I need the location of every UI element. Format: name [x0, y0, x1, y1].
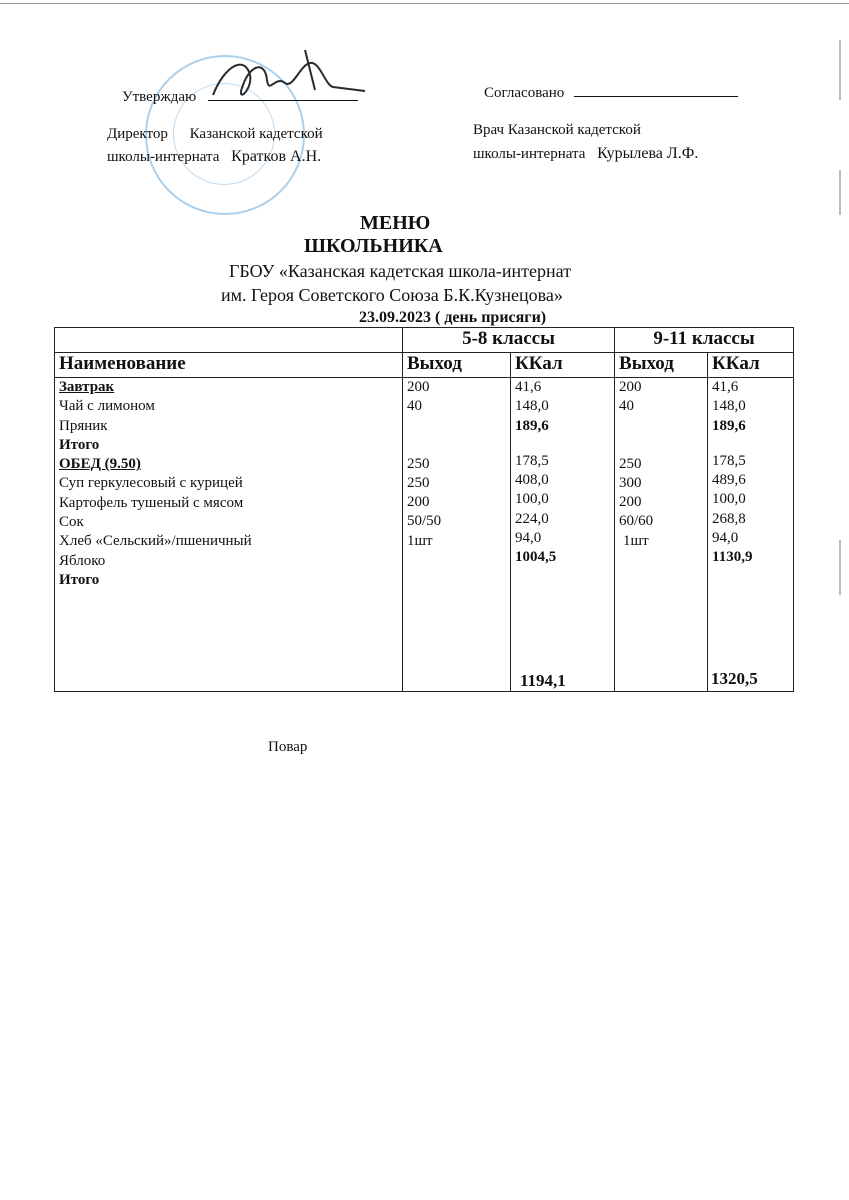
day-total-5-8: 1194,1 — [520, 670, 566, 690]
director-label: Директор — [107, 126, 168, 142]
scan-edge-mark — [839, 170, 841, 215]
director-name: Кратков А.Н. — [231, 148, 322, 165]
dish-name: Суп геркулесовый с курицей — [59, 475, 243, 492]
agree-label: Согласовано — [484, 85, 565, 101]
kcal-value: 41,6 — [515, 379, 542, 395]
kcal-value: 408,0 — [515, 472, 549, 489]
class-group-header-row — [55, 328, 794, 353]
lunch-label: ОБЕД (9.50) — [59, 456, 141, 473]
col-header-kcal-5-8: ККал — [511, 353, 615, 378]
group-header-9-11: 9-11 классы — [615, 328, 794, 353]
output-value: 200 — [407, 494, 430, 511]
output-value: 300 — [619, 474, 642, 491]
col-header-output-9-11: Выход — [615, 353, 708, 378]
scan-edge-mark — [839, 40, 841, 100]
output-value: 40 — [619, 398, 635, 415]
agree-line — [484, 85, 738, 102]
output-value: 200 — [619, 379, 642, 395]
kcal-5-8-cell — [511, 378, 615, 692]
director-name-line — [107, 148, 321, 166]
kcal-value: 41,6 — [712, 379, 739, 395]
kcal-value: 268,8 — [712, 510, 746, 527]
kcal-value: 148,0 — [515, 398, 549, 415]
col-header-kcal-9-11: ККал — [708, 353, 794, 378]
breakfast-label: Завтрак — [59, 379, 115, 395]
doctor-org-line2: школы-интерната — [473, 146, 586, 162]
kcal-value: 224,0 — [515, 510, 549, 527]
output-value: 40 — [407, 398, 422, 415]
kcal-value: 489,6 — [712, 472, 746, 489]
menu-date: 23.09.2023 ( день присяги) — [359, 309, 547, 326]
output-value: 200 — [619, 494, 642, 511]
dish-name: Яблоко — [59, 552, 106, 569]
output-value: 200 — [407, 379, 430, 395]
breakfast-total-9-11: 189,6 — [712, 417, 746, 434]
doctor-name: Курылева Л.Ф. — [597, 145, 699, 162]
scan-edge-mark — [839, 540, 841, 595]
kcal-value: 178,5 — [712, 452, 746, 469]
kcal-9-11-cell — [708, 378, 794, 692]
cook-label: Повар — [268, 739, 308, 755]
output-5-8-cell — [403, 378, 511, 692]
group-header-5-8: 5-8 классы — [403, 328, 615, 353]
column-header-row — [55, 353, 794, 378]
dish-name: Пряник — [59, 417, 108, 434]
col-header-name: Наименование — [55, 353, 403, 378]
kcal-value: 178,5 — [515, 452, 549, 469]
doctor-name-line — [473, 145, 698, 163]
output-value: 60/60 — [619, 513, 654, 530]
kcal-value: 100,0 — [515, 491, 549, 508]
lunch-total-5-8: 1004,5 — [515, 549, 557, 566]
dish-name: Картофель тушеный с мясом — [59, 494, 244, 511]
dish-names-cell — [55, 378, 403, 692]
menu-title: МЕНЮ — [360, 212, 431, 234]
menu-table — [54, 327, 794, 692]
breakfast-total-5-8: 189,6 — [515, 417, 549, 434]
approve-signature-line — [208, 100, 358, 101]
approve-label: Утверждаю — [122, 89, 197, 105]
empty-header-cell — [55, 328, 403, 353]
output-value: 250 — [407, 455, 430, 472]
lunch-total-label: Итого — [59, 571, 100, 588]
output-9-11-cell — [615, 378, 708, 692]
day-total-9-11: 1320,5 — [711, 668, 758, 688]
dish-name: Сок — [59, 514, 84, 531]
menu-subtitle: ШКОЛЬНИКА — [304, 235, 443, 257]
col-header-output-5-8: Выход — [403, 353, 511, 378]
dish-name: Хлеб «Сельский»/пшеничный — [59, 533, 252, 550]
approve-line — [122, 89, 358, 106]
lunch-total-9-11: 1130,9 — [712, 549, 753, 566]
output-value: 250 — [407, 474, 430, 491]
dish-name: Чай с лимоном — [59, 398, 155, 415]
doctor-org-line: Врач Казанской кадетской — [473, 122, 641, 138]
output-value: 1шт — [623, 532, 649, 549]
output-value: 250 — [619, 455, 642, 472]
output-value: 1шт — [407, 532, 433, 549]
kcal-value: 94,0 — [712, 530, 739, 547]
output-value: 50/50 — [407, 513, 442, 530]
org-name-line2: им. Героя Советского Союза Б.К.Кузнецова» — [221, 285, 563, 305]
kcal-value: 148,0 — [712, 398, 746, 415]
agree-signature-line — [574, 96, 738, 97]
org-name-line1: ГБОУ «Казанская кадетская школа-интернат — [229, 261, 572, 281]
menu-body-row — [55, 378, 794, 692]
director-org: Казанской кадетской — [189, 126, 323, 142]
director-line — [107, 126, 323, 143]
scan-top-rule — [0, 3, 849, 4]
kcal-value: 100,0 — [712, 491, 746, 508]
breakfast-total-label: Итого — [59, 436, 100, 453]
director-org-line2: школы-интерната — [107, 149, 220, 165]
kcal-value: 94,0 — [515, 530, 542, 547]
